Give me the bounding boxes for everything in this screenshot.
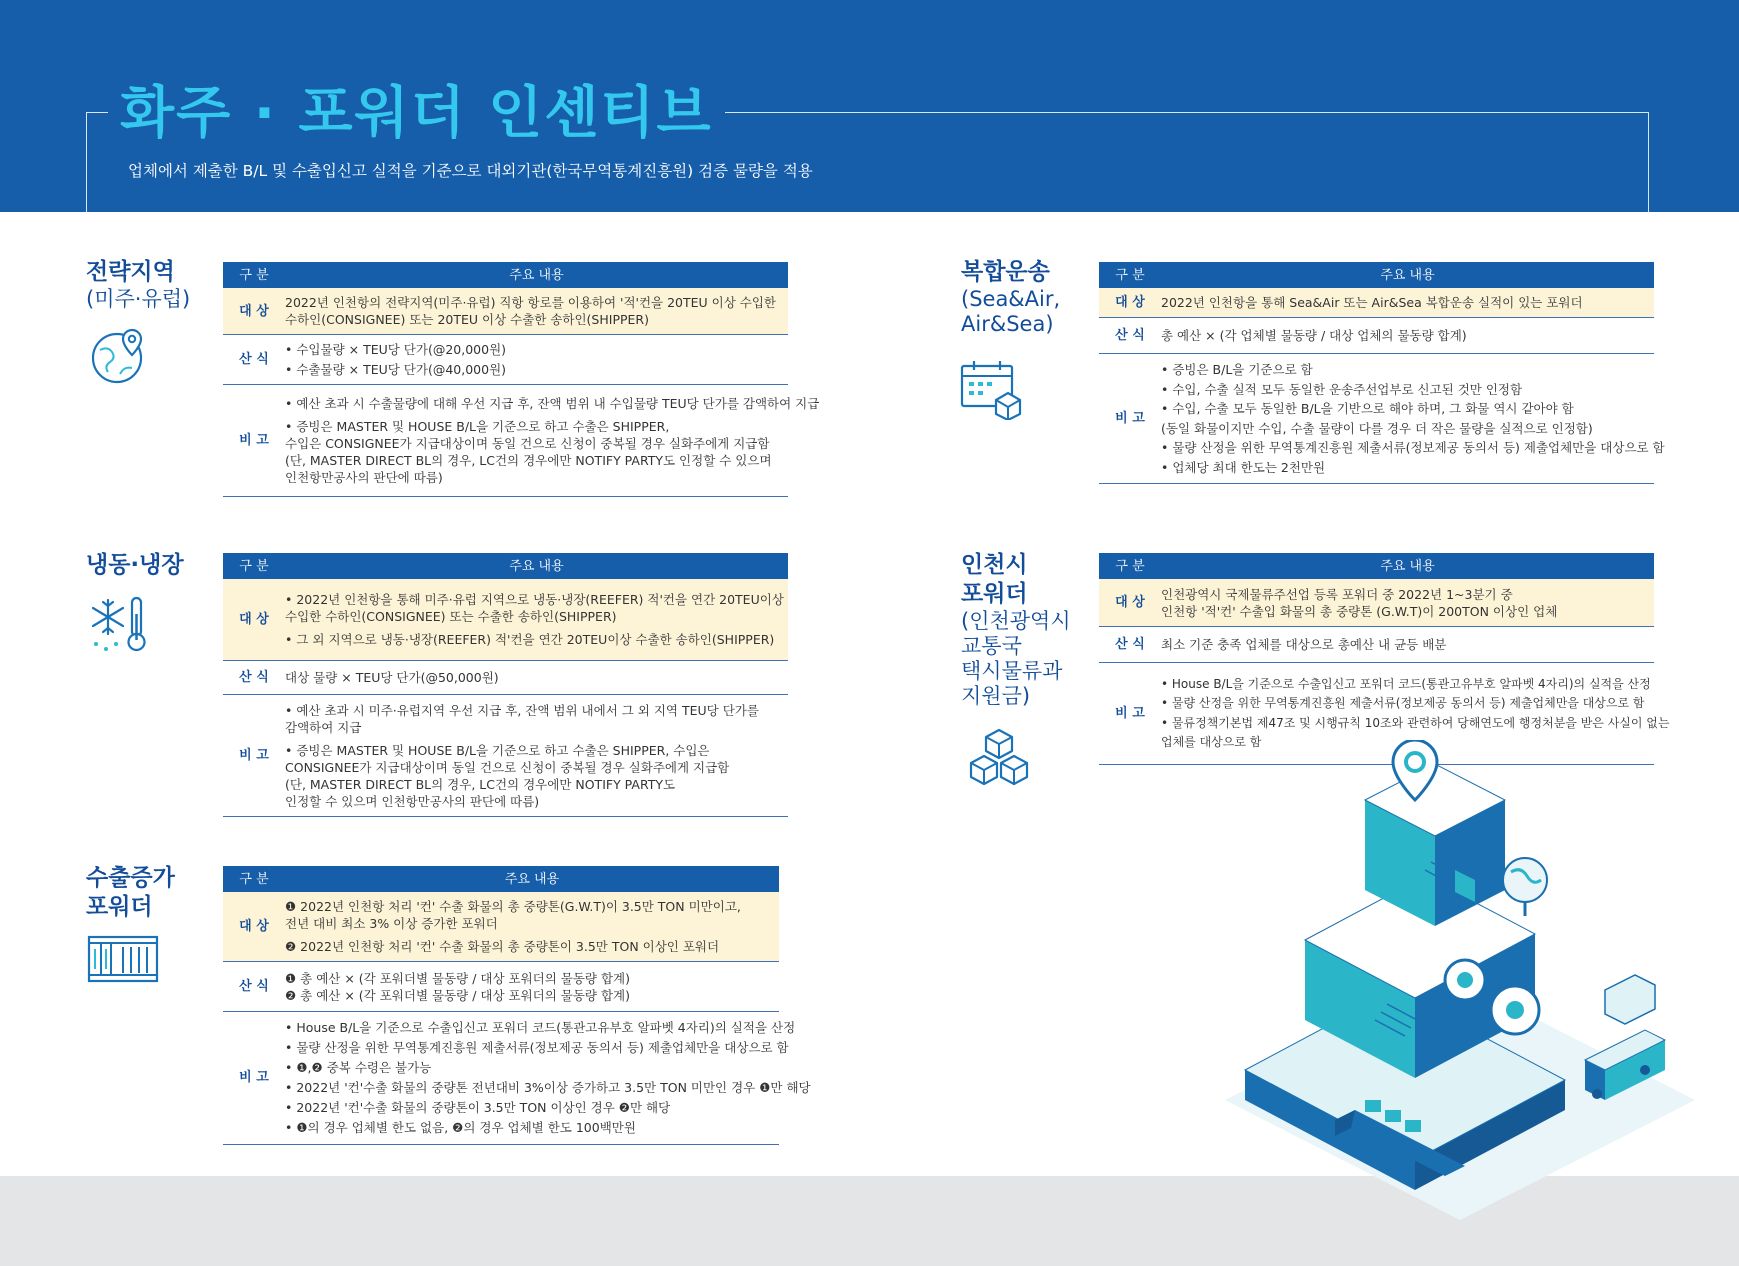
row-line: 인정할 수 있으며 인천항만공사의 판단에 따름)	[285, 793, 540, 809]
table-row-note	[223, 695, 788, 817]
table-row-target	[223, 892, 779, 962]
header-key: 구 분	[239, 871, 269, 887]
header-value: 주요 내용	[1380, 267, 1435, 283]
row-line: • House B/L을 기준으로 수출입신고 포워더 코드(통관고유부호 알파벳 4자리)의 실적을 산정	[285, 1020, 796, 1035]
row-line: • 수출물량 × TEU당 단가(@40,000원)	[285, 362, 507, 377]
row-line: 인천항 '적'컨' 수출입 화물의 총 중량톤 (G.W.T)이 200TON 이상인 업체	[1161, 603, 1558, 619]
row-key: 산 식	[239, 352, 269, 367]
table-header	[223, 866, 779, 892]
table-row-target	[1099, 579, 1654, 627]
row-line: 최소 기준 충족 업체를 대상으로 총예산 내 균등 배분	[1161, 637, 1447, 652]
row-line: • ❶의 경우 업체별 한도 없음, ❷의 경우 업체별 한도 100백만원	[285, 1120, 636, 1135]
row-key: 대 상	[239, 303, 269, 319]
row-line: 전년 대비 최소 3% 이상 증가한 포워더	[285, 916, 498, 931]
table-row-target	[1099, 288, 1654, 318]
table-row-formula	[223, 661, 788, 695]
row-content	[285, 970, 779, 1004]
row-line: • 물류정책기본법 제47조 및 시행규칙 10조와 관련하여 당해연도에 행정처분을 받은 사실이 없는	[1161, 715, 1670, 730]
table-export	[223, 866, 811, 1145]
row-content	[1161, 327, 1654, 344]
row-content	[285, 898, 779, 955]
table-header	[223, 262, 788, 288]
table-row-formula	[1099, 627, 1654, 663]
table-row-formula	[223, 962, 779, 1012]
section-title: 인천시 포워더	[961, 552, 1028, 607]
row-line: • 물량 산정을 위한 무역통계진흥원 제출서류(정보제공 동의서 등) 제출업체만을 대상으로 함	[285, 1040, 789, 1055]
section-label-reefer	[86, 551, 184, 580]
row-key: 대 상	[239, 612, 269, 627]
header-key: 구 분	[1115, 558, 1145, 574]
row-line: 인천항만공사의 판단에 따름)	[285, 470, 443, 485]
snowflake-thermometer-icon	[88, 594, 150, 654]
row-content	[285, 395, 827, 486]
row-key: 비 고	[239, 1070, 269, 1085]
logistics-isometric-illustration	[1225, 740, 1695, 1230]
row-line: • 수입물량 × TEU당 단가(@20,000원)	[285, 342, 507, 357]
table-row-note	[1099, 354, 1665, 484]
table-row-target	[223, 579, 788, 661]
section-subtitle: (인천광역시 교통국 택시물류과 지원금)	[961, 609, 1071, 708]
row-line: 수입은 CONSIGNEE가 지급대상이며 동일 건으로 신청이 중복될 경우 실화주에게 지급함	[285, 436, 770, 451]
row-line: (동일 화물이지만 수입, 수출 물량이 다를 경우 더 작은 물량을 실적으로 인정함)	[1161, 420, 1593, 436]
table-incheon	[1099, 553, 1670, 765]
container-icon	[87, 933, 161, 985]
row-line: ❶ 2022년 인천항 처리 '컨' 수출 화물의 총 중량톤(G.W.T)이 3.5만 TON 미만이고,	[285, 899, 741, 914]
row-line: (단, MASTER DIRECT BL의 경우, LC건의 경우에만 NOTIFY PARTY도	[285, 776, 676, 792]
row-line: 2022년 인천항을 통해 Sea&Air 또는 Air&Sea 복합운송 실적이 있는 포워더	[1161, 295, 1583, 310]
table-row-target	[223, 288, 788, 335]
section-label-export: 수출증가 포워더	[86, 865, 175, 920]
row-line: ❶ 총 예산 × (각 포워더별 물동량 / 대상 포워더의 물동량 합계)	[285, 970, 631, 986]
section-title: 냉동·냉장	[86, 552, 184, 578]
table-row-formula	[1099, 318, 1654, 354]
row-line: ❷ 2022년 인천항 처리 '컨' 수출 화물의 총 중량톤이 3.5만 TON 이상인 포워더	[285, 939, 720, 954]
row-line: 총 예산 × (각 업체별 물동량 / 대상 업체의 물동량 합계)	[1161, 328, 1467, 343]
row-content	[285, 294, 788, 328]
row-line: • House B/L을 기준으로 수출입신고 포워더 코드(통관고유부호 알파벳 4자리)의 실적을 산정	[1161, 676, 1651, 691]
header-key: 구 분	[239, 558, 269, 574]
row-line: 감액하여 지급	[285, 719, 362, 735]
section-label-incheon	[961, 551, 1071, 709]
row-line: 업체를 대상으로 함	[1161, 735, 1262, 749]
row-content	[1161, 360, 1673, 477]
row-content	[1161, 636, 1654, 653]
globe-pin-icon	[90, 326, 150, 386]
table-reefer	[223, 553, 788, 817]
row-line: • 증빙은 MASTER 및 HOUSE B/L을 기준으로 하고 수출은 SHIPPER, 수입은	[285, 742, 710, 758]
row-key: 산 식	[1115, 328, 1145, 343]
row-key: 비 고	[239, 748, 269, 763]
table-row-note	[223, 385, 820, 497]
page-title: 화주 · 포워더 인센티브	[108, 74, 725, 154]
row-line: • 수입, 수출 실적 모두 동일한 운송주선업부로 신고된 것만 인정함	[1161, 381, 1523, 397]
row-line: 수하인(CONSIGNEE) 또는 20TEU 이상 수출한 송하인(SHIPPER)	[285, 312, 649, 327]
row-content	[285, 1018, 819, 1138]
page-subtitle: 업체에서 제출한 B/L 및 수출입신고 실적을 기준으로 대외기관(한국무역통계진흥원) 검증 물량을 적용	[128, 162, 813, 180]
section-subtitle: (Sea&Air, Air&Sea)	[961, 287, 1061, 336]
row-line: • 수입, 수출 모두 동일한 B/L을 기반으로 해야 하며, 그 화물 역시 같아야 함	[1161, 401, 1574, 416]
table-row-formula	[223, 335, 788, 385]
row-line: • 증빙은 B/L을 기준으로 함	[1161, 362, 1313, 377]
row-line: 대상 물량 × TEU당 단가(@50,000원)	[285, 670, 499, 685]
row-line: ❷ 총 예산 × (각 포워더별 물동량 / 대상 포워더의 물동량 합계)	[285, 987, 631, 1003]
row-line: • 그 외 지역으로 냉동·냉장(REEFER) 적'컨을 연간 20TEU이상 수출한 송하인(SHIPPER)	[285, 632, 775, 647]
row-line: • 증빙은 MASTER 및 HOUSE B/L을 기준으로 하고 수출은 SHIPPER,	[285, 419, 670, 434]
header-value: 주요 내용	[1380, 558, 1435, 574]
header-value: 주요 내용	[504, 871, 560, 887]
row-key: 비 고	[239, 433, 269, 448]
table-multimodal	[1099, 262, 1665, 484]
row-key: 산 식	[1115, 637, 1145, 652]
row-line: • 물량 산정을 위한 무역통계진흥원 제출서류(정보제공 동의서 등) 제출업체만을 대상으로 함	[1161, 440, 1665, 455]
row-line: • 업체당 최대 한도는 2천만원	[1161, 459, 1326, 475]
row-key: 대 상	[1115, 295, 1145, 310]
header-value: 주요 내용	[509, 558, 564, 574]
row-line: 인천광역시 국제물류주선업 등록 포워더 중 2022년 1~3분기 중	[1161, 586, 1513, 602]
section-subtitle: (미주·유럽)	[86, 287, 191, 311]
table-header	[1099, 262, 1654, 288]
header-key: 구 분	[1115, 267, 1145, 283]
row-line: 수입한 수하인(CONSIGNEE) 또는 수출한 송하인(SHIPPER)	[285, 609, 617, 624]
section-title: 전략지역	[86, 259, 175, 285]
row-line: • 2022년 인천항을 통해 미주·유럽 지역으로 냉동·냉장(REEFER) 적'컨을 연간 20TEU이상	[285, 592, 784, 607]
table-header	[1099, 553, 1654, 579]
row-content	[285, 669, 788, 686]
row-key: 비 고	[1115, 410, 1145, 426]
row-content	[285, 702, 788, 810]
row-key: 산 식	[239, 979, 269, 994]
row-key: 산 식	[239, 670, 269, 685]
row-content	[1161, 586, 1654, 620]
row-key: 대 상	[1115, 595, 1145, 610]
row-content	[285, 341, 788, 378]
row-line: • 2022년 '컨'수출 화물의 중량톤이 3.5만 TON 이상인 경우 ❷만 해당	[285, 1100, 671, 1115]
row-key: 대 상	[239, 919, 269, 934]
calendar-box-icon	[960, 358, 1026, 420]
table-header	[223, 553, 788, 579]
cubes-icon	[964, 726, 1034, 794]
table-row-note	[223, 1012, 811, 1145]
row-line: • 물량 산정을 위한 무역통계진흥원 제출서류(정보제공 동의서 등) 제출업체만을 대상으로 함	[1161, 696, 1645, 710]
header-value: 주요 내용	[509, 267, 564, 283]
row-key: 비 고	[1115, 705, 1145, 721]
row-line: • 예산 초과 시 수출물량에 대해 우선 지급 후, 잔액 범위 내 수입물량 TEU당 단가를 감액하여 지급	[285, 396, 820, 411]
header-key: 구 분	[239, 267, 269, 283]
row-line: CONSIGNEE가 지급대상이며 동일 건으로 신청이 중복될 경우 실화주에게 지급함	[285, 759, 730, 775]
row-line: • 2022년 '컨'수출 화물의 중량톤 전년대비 3%이상 증가하고 3.5만 TON 미만인 경우 ❶만 해당	[285, 1080, 811, 1095]
row-line: • 예산 초과 시 미주·유럽지역 우선 지급 후, 잔액 범위 내에서 그 외 지역 TEU당 단가를	[285, 702, 759, 718]
row-content	[1161, 294, 1654, 311]
section-title: 복합운송	[961, 259, 1050, 285]
row-line: • ❶,❷ 중복 수령은 불가능	[285, 1060, 432, 1075]
row-content	[285, 591, 792, 648]
section-label-multimodal	[961, 258, 1060, 337]
row-line: (단, MASTER DIRECT BL의 경우, LC건의 경우에만 NOTIFY PARTY도 인정할 수 있으며	[285, 453, 772, 468]
section-label-strategic	[86, 258, 190, 312]
table-strategic	[223, 262, 820, 497]
row-line: 2022년 인천항의 전략지역(미주·유럽) 직항 항로를 이용하여 '적'컨을 20TEU 이상 수입한	[285, 295, 777, 310]
